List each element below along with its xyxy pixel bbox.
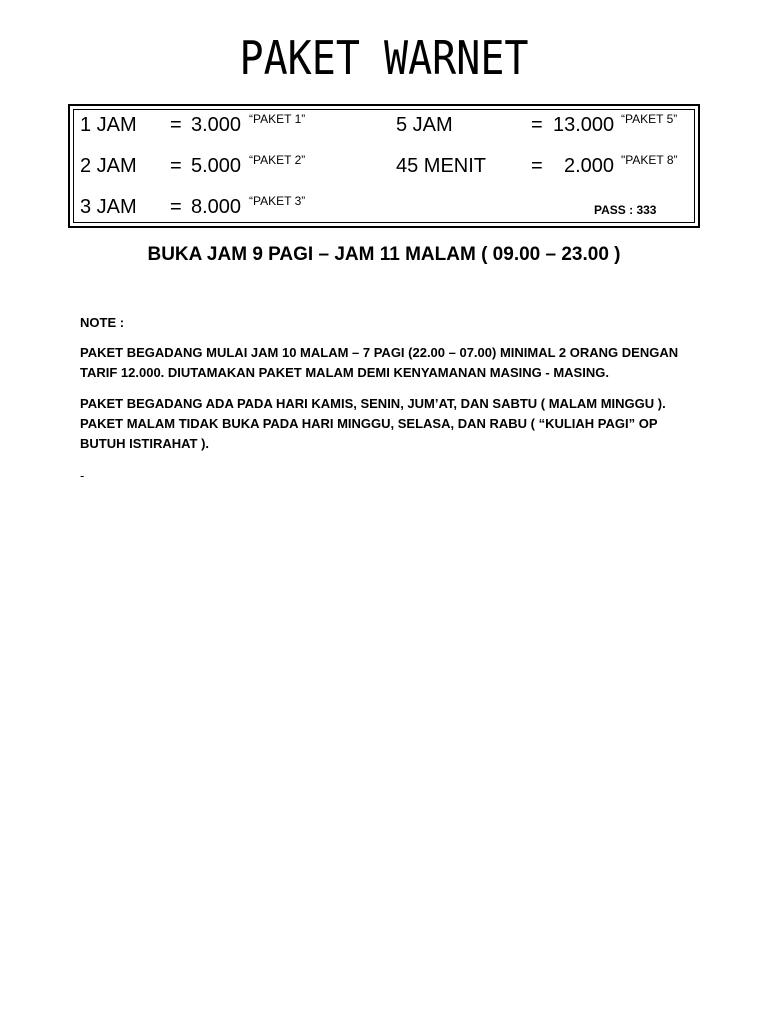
opening-hours: BUKA JAM 9 PAGI – JAM 11 MALAM ( 09.00 – 23.00 ) xyxy=(147,244,621,265)
trailing-dash: - xyxy=(80,468,85,483)
price-2-jam: 5.000 xyxy=(191,155,242,177)
note-paragraph-1: PAKET BEGADANG MULAI JAM 10 MALAM – 7 PAGI (22.00 – 07.00) MINIMAL 2 ORANG DENGAN TARIF 12.000. DIUTAMAKAN PAKET MALAM DEMI KENYAMANAN MASING - MASING. xyxy=(80,345,679,380)
wifi-password: PASS : 333 xyxy=(594,203,657,217)
note-label: NOTE : xyxy=(80,315,125,330)
equals-sign: = xyxy=(170,114,182,136)
price-3-jam: 8.000 xyxy=(191,196,242,218)
package-label-8: "PAKET 8” xyxy=(621,153,678,167)
equals-sign: = xyxy=(531,114,543,136)
package-label-5: “PAKET 5” xyxy=(621,112,678,126)
package-label-2: “PAKET 2” xyxy=(249,153,306,167)
equals-sign: = xyxy=(170,196,182,218)
duration-5-jam: 5 JAM xyxy=(396,114,453,136)
package-label-3: “PAKET 3” xyxy=(249,194,306,208)
equals-sign: = xyxy=(170,155,182,177)
duration-3-jam: 3 JAM xyxy=(80,196,137,218)
equals-sign: = xyxy=(531,155,543,177)
duration-45-menit: 45 MENIT xyxy=(396,155,487,177)
price-5-jam: 13.000 xyxy=(553,114,615,136)
duration-1-jam: 1 JAM xyxy=(80,114,137,136)
duration-2-jam: 2 JAM xyxy=(80,155,137,177)
page-title: PAKET WARNET xyxy=(239,32,529,86)
package-label-1: “PAKET 1” xyxy=(249,112,306,126)
price-45-menit: 2.000 xyxy=(564,155,615,177)
note-paragraph-2: PAKET BEGADANG ADA PADA HARI KAMIS, SENIN, JUM’AT, DAN SABTU ( MALAM MINGGU ). PAKET MALAM TIDAK BUKA PADA HARI MINGGU, SELASA, DAN RABU ( “KULIAH PAGI” OP BUTUH ISTIRAHAT ). xyxy=(80,396,666,451)
price-1-jam: 3.000 xyxy=(191,114,242,136)
